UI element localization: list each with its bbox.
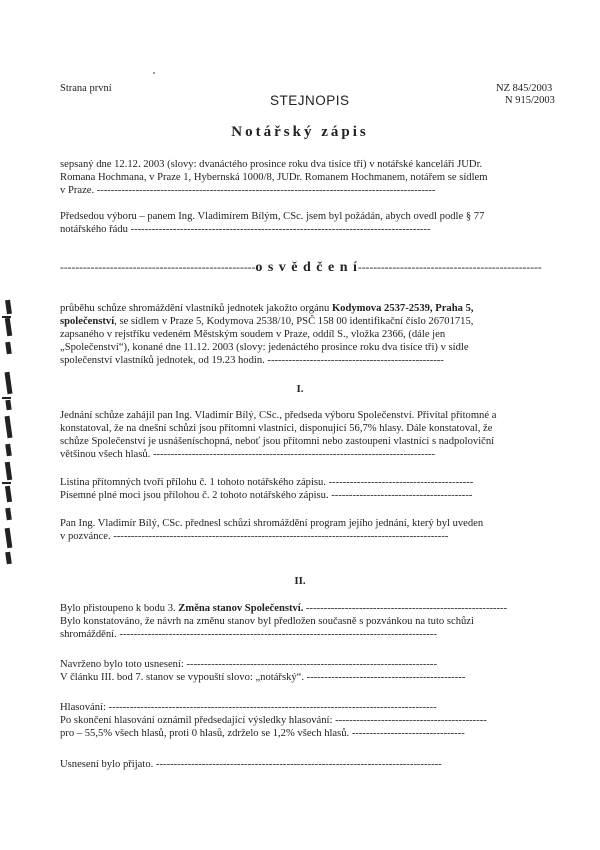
request-line: notářského řádu ------------------------------------------------------------------------------------- bbox=[60, 224, 431, 235]
meeting-society: společenství bbox=[60, 316, 115, 327]
meeting-line bbox=[60, 303, 473, 315]
section1-line: Písemné plné moci jsou přílohou č. 2 tohoto notářského zápisu. ---------------------------------------- bbox=[60, 490, 473, 501]
intro-line: sepsaný dne 12.12. 2003 (slovy: dvanáctého prosince roku dva tisíce tři) v notářské kanceláři JUDr. bbox=[60, 159, 483, 170]
section1-line: konstatoval, že na dnešní schůzi jsou přítomni vlastníci, disponující 56,7% hlasy. Dále konstatoval, že bbox=[60, 423, 493, 434]
section2-line: Navrženo bylo toto usnesení: ----------------------------------------------------------------------- bbox=[60, 659, 437, 670]
section1-line: Listina přítomných tvoří přílohu č. 1 tohoto notářského zápisu. ----------------------------------------- bbox=[60, 477, 474, 488]
section1-line: většinou všech hlasů. -------------------------------------------------------------------------------- bbox=[60, 449, 436, 460]
section2-item-title: Změna stanov Společenství. bbox=[178, 603, 304, 614]
reference-n: N 915/2003 bbox=[505, 95, 555, 106]
copy-stamp: STEJNOPIS bbox=[270, 93, 350, 108]
certification-dashes-left: --------------------------------------------------- bbox=[60, 262, 256, 274]
section2-line: Usnesení bylo přijato. --------------------------------------------------------------------------------- bbox=[60, 759, 442, 770]
certification-dashes-right: ------------------------------------------------ bbox=[357, 262, 542, 274]
section2-line: V článku III. bod 7. stanov se vypouští slovo: „notářský“. --------------------------------------------- bbox=[60, 672, 466, 683]
meeting-line bbox=[60, 316, 473, 328]
scan-speck bbox=[153, 72, 155, 74]
reference-nz: NZ 845/2003 bbox=[496, 83, 553, 94]
certification-heading bbox=[60, 262, 542, 274]
section2-line: pro – 55,5% všech hlasů, proti 0 hlasů, zdrželo se 1,2% všech hlasů. -------------------------------- bbox=[60, 728, 465, 739]
document-title: Notářský zápis bbox=[231, 124, 369, 140]
certification-word: o s v ě d č e n í bbox=[255, 260, 358, 275]
request-line: Předsedou výboru – panem Ing. Vladimírem Bílým, CSc. jsem byl požádán, abych ovedl podle § 77 bbox=[60, 211, 485, 222]
meeting-text: , se sídlem v Praze 5, Kodymova 2538/10, PSČ 158 00 identifikační číslo 26701715, bbox=[114, 316, 474, 327]
section2-line bbox=[60, 603, 507, 615]
meeting-line: „Společenství“), konané dne 11.12. 2003 (slovy: jedenáctého prosince roku dva tisíce tři) v sídle bbox=[60, 342, 469, 353]
meeting-line: zapsaného v rejstříku vedeném Městským soudem v Praze, oddíl S., vložka 2366, (dále jen bbox=[60, 329, 446, 340]
intro-line: v Praze. ------------------------------------------------------------------------------------------------ bbox=[60, 185, 436, 196]
meeting-text: průběhu schůze shromáždění vlastníků jednotek jakožto orgánu bbox=[60, 303, 332, 314]
section2-dashes: --------------------------------------------------------- bbox=[303, 603, 508, 614]
section1-line: v pozvánce. ----------------------------------------------------------------------------------------------- bbox=[60, 531, 449, 542]
section-heading-1: I. bbox=[296, 383, 304, 395]
section-heading-2: II. bbox=[294, 575, 306, 587]
meeting-line: společenství vlastníků jednotek, od 19.23 hodin. -------------------------------------------------- bbox=[60, 355, 444, 366]
intro-line: Romana Hochmana, v Praze 1, Hybernská 1000/8, JUDr. Romanem Hochmanem, notářem se sídlem bbox=[60, 172, 488, 183]
meeting-building: Kodymova 2537-2539, Praha 5, bbox=[331, 303, 474, 314]
section1-line: Jednání schůze zahájil pan Ing. Vladimír Bílý, CSc., předseda výboru Společenství. Přivítal přítomné a bbox=[60, 410, 497, 421]
section2-line: Po skončení hlasování oznámil předsedající výsledky hlasování: ------------------------------------------- bbox=[60, 715, 487, 726]
section2-line: shromáždění. ------------------------------------------------------------------------------------------ bbox=[60, 629, 437, 640]
section1-line: schůze Společenství je usnášeníschopná, neboť jsou přítomni nebo zastoupeni vlastníci s nadpoloviční bbox=[60, 436, 495, 447]
section2-line: Bylo konstatováno, že návrh na změnu stanov byl předložen současně s pozvánkou na tuto schůzi bbox=[60, 616, 474, 627]
section2-line: Hlasování: --------------------------------------------------------------------------------------------- bbox=[60, 702, 437, 713]
page-label: Strana první bbox=[60, 83, 112, 94]
section2-text: Bylo přistoupeno k bodu 3. bbox=[60, 603, 179, 614]
section1-line: Pan Ing. Vladimír Bílý, CSc. přednesl schůzi shromáždění program jejího jednání, který byl uveden bbox=[60, 518, 484, 529]
